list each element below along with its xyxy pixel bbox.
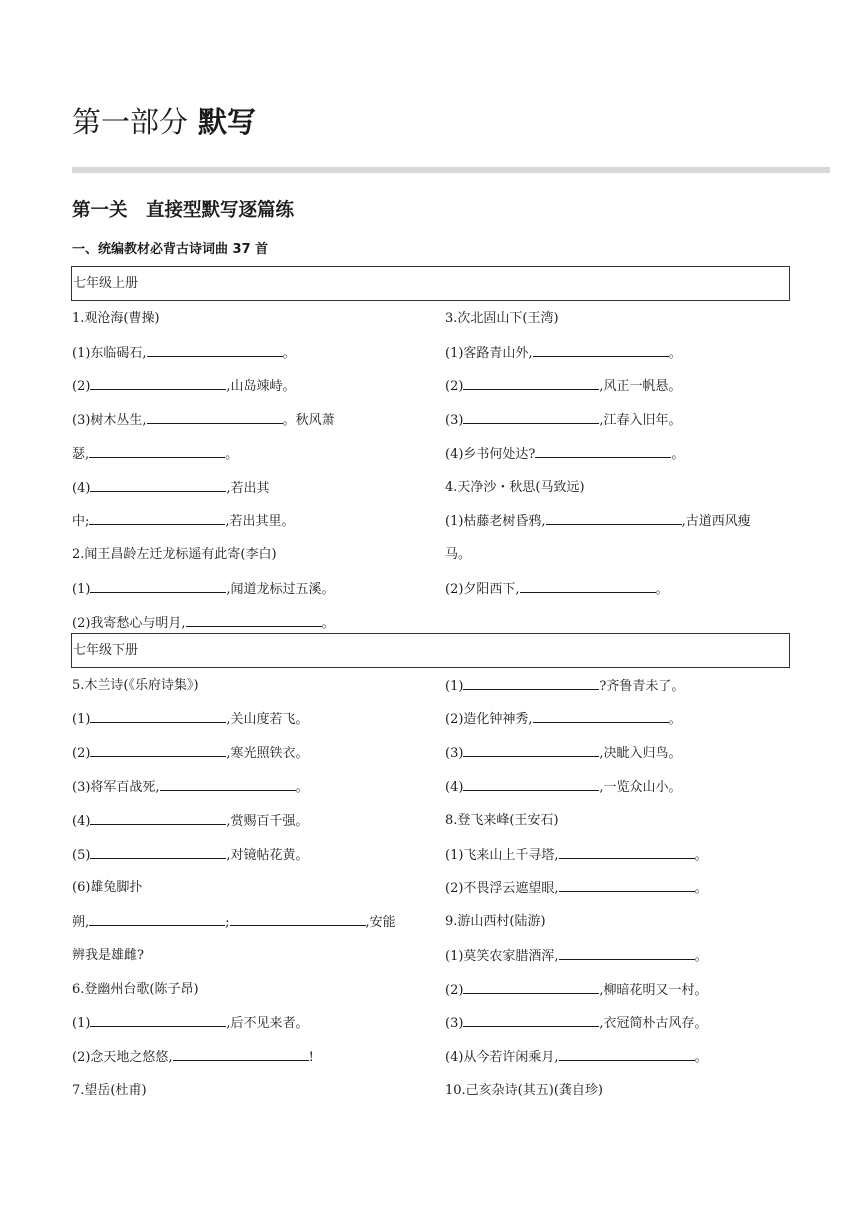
answer-blank — [463, 743, 599, 757]
poem-line: (2) ,柳暗花明又一村。 — [445, 980, 708, 1001]
answer-blank — [463, 376, 599, 390]
answer-blank — [559, 878, 695, 892]
answer-blank — [90, 845, 226, 859]
poem-title: 3.次北固山下(王湾) — [445, 311, 559, 326]
poem-line: (2) ,风正一帆悬。 — [445, 376, 682, 397]
poem-line: (1)枯藤老树昏鸦, ,古道西风瘦 — [445, 511, 751, 532]
poem-line: (3)将军百战死, 。 — [72, 777, 309, 798]
poem-line: (2) ,寒光照铁衣。 — [72, 743, 309, 764]
answer-blank — [520, 579, 656, 593]
answer-blank — [463, 980, 599, 994]
poem-line: (1) ?齐鲁青未了。 — [445, 676, 684, 697]
section-title: 第一关 直接型默写逐篇练 — [72, 200, 295, 221]
poem-line: (1)莫笑农家腊酒浑, 。 — [445, 946, 708, 967]
answer-blank — [463, 1013, 599, 1027]
poem-line: 朔, ; ,安能 — [72, 912, 396, 933]
answer-blank — [147, 410, 283, 424]
answer-blank — [559, 1047, 695, 1061]
poem-line: (2) ,山岛竦峙。 — [72, 376, 296, 397]
sub-title: 一、统编教材必背古诗词曲 37 首 — [72, 242, 269, 257]
poem-line: (1) ,关山度若飞。 — [72, 709, 309, 730]
poem-line: (4) ,若出其 — [72, 478, 270, 499]
poem-line: (2)念天地之悠悠, ! — [72, 1047, 314, 1068]
answer-blank — [463, 410, 599, 424]
part-heading — [72, 100, 256, 144]
part-title: 默写 — [198, 105, 257, 139]
poem-title: 7.望岳(杜甫) — [72, 1083, 147, 1098]
poem-line: (1) ,后不见来者。 — [72, 1013, 309, 1034]
answer-blank — [90, 478, 226, 492]
poem-line: (3) ,江春入旧年。 — [445, 410, 682, 431]
divider-bar — [72, 167, 830, 173]
answer-blank — [463, 777, 599, 791]
poem-line: (1) ,闻道龙标过五溪。 — [72, 579, 335, 600]
answer-blank — [559, 946, 695, 960]
answer-blank — [90, 1013, 226, 1027]
answer-blank — [533, 343, 669, 357]
answer-blank — [559, 845, 695, 859]
poem-line: 马。 — [445, 547, 472, 562]
answer-blank — [89, 444, 225, 458]
poem-title: 9.游山西村(陆游) — [445, 914, 546, 929]
poem-line: 中; ,若出其里。 — [72, 511, 295, 532]
answer-blank — [463, 676, 599, 690]
poem-line: (2)我寄愁心与明月, 。 — [72, 613, 335, 634]
poem-line: (2)夕阳西下, 。 — [445, 579, 669, 600]
poem-line: 瑟, 。 — [72, 444, 238, 465]
answer-blank — [173, 1047, 309, 1061]
part-label: 第一部分 — [72, 105, 189, 139]
answer-blank — [90, 376, 226, 390]
poem-line: (4) ,赏赐百千强。 — [72, 811, 309, 832]
answer-blank — [230, 912, 366, 926]
poem-line: (2)造化钟神秀, 。 — [445, 709, 682, 730]
poem-line: (3) ,决眦入归鸟。 — [445, 743, 682, 764]
poem-line: (4)乡书何处达? 。 — [445, 444, 684, 465]
poem-title: 1.观沧海(曹操) — [72, 311, 160, 326]
answer-blank — [89, 511, 225, 525]
answer-blank — [147, 343, 283, 357]
poem-line: (2)不畏浮云遮望眼, 。 — [445, 878, 708, 899]
poem-line: (3)树木丛生, 。秋风萧 — [72, 410, 335, 431]
poem-line: (4) ,一览众山小。 — [445, 777, 682, 798]
answer-blank — [533, 709, 669, 723]
answer-blank — [546, 511, 682, 525]
answer-blank — [89, 912, 225, 926]
poem-title: 6.登幽州台歌(陈子昂) — [72, 982, 199, 997]
answer-blank — [90, 709, 226, 723]
answer-blank — [90, 743, 226, 757]
answer-blank — [90, 579, 226, 593]
poem-line: (4)从今若许闲乘月, 。 — [445, 1047, 708, 1068]
poem-line: (3) ,衣冠简朴古风存。 — [445, 1013, 708, 1034]
poem-line: (1)东临碣石, 。 — [72, 343, 296, 364]
poem-title: 2.闻王昌龄左迁龙标遥有此寄(李白) — [72, 547, 277, 562]
poem-title: 10.己亥杂诗(其五)(龚自珍) — [445, 1083, 603, 1098]
grade-header-7-down: 七年级下册 — [71, 633, 790, 668]
answer-blank — [90, 811, 226, 825]
answer-blank — [160, 777, 296, 791]
answer-blank — [535, 444, 671, 458]
poem-line: (5) ,对镜帖花黄。 — [72, 845, 309, 866]
poem-line: (1)客路青山外, 。 — [445, 343, 682, 364]
answer-blank — [186, 613, 322, 627]
poem-title: 4.天净沙・秋思(马致远) — [445, 480, 585, 495]
poem-title: 8.登飞来峰(王安石) — [445, 813, 559, 828]
poem-line: 辨我是雄雌? — [72, 948, 144, 963]
poem-line: (1)飞来山上千寻塔, 。 — [445, 845, 708, 866]
grade-header-7-up: 七年级上册 — [71, 266, 790, 301]
poem-line: (6)雄兔脚扑 — [72, 880, 143, 895]
poem-title: 5.木兰诗(《乐府诗集》) — [72, 678, 199, 693]
